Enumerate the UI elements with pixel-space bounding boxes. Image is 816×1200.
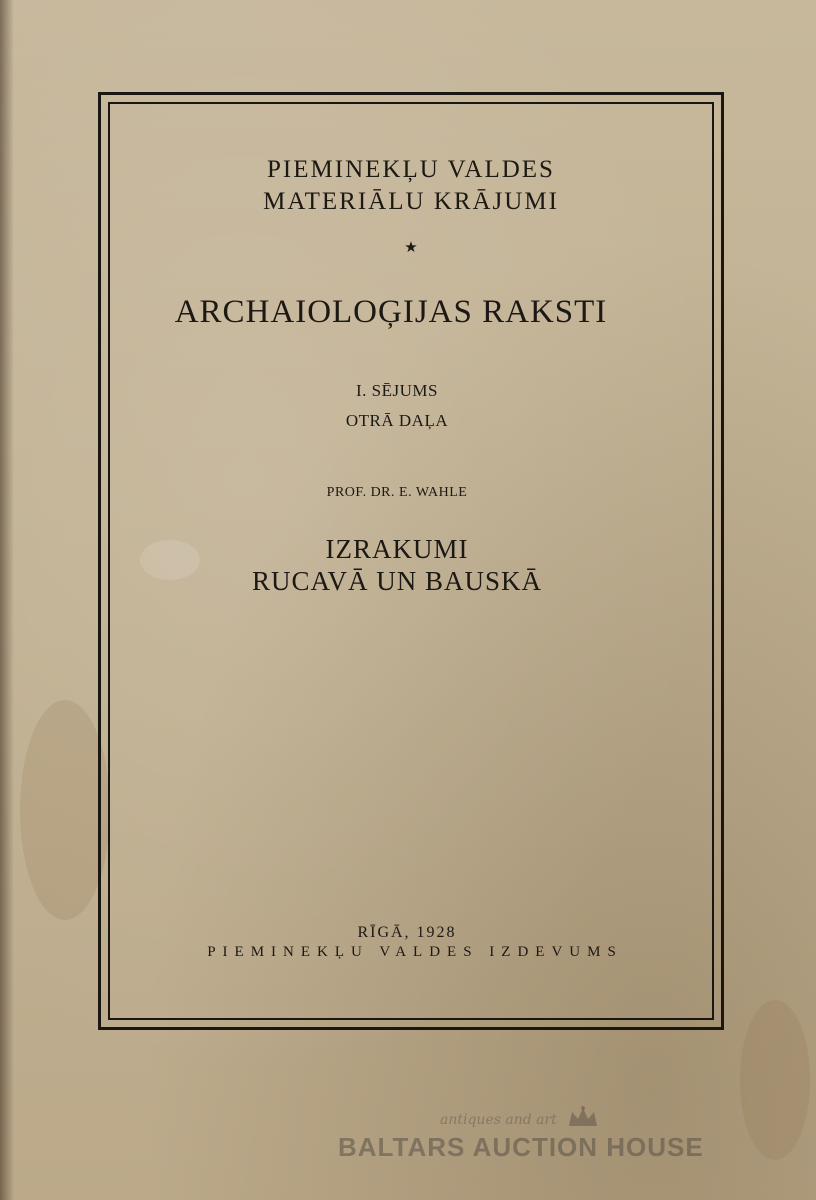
work-title-line-1: IZRAKUMI (325, 534, 469, 564)
crown-icon (566, 1104, 600, 1130)
volume-info (94, 376, 700, 436)
work-title (94, 533, 700, 597)
watermark-tagline: antiques and art (440, 1112, 557, 1128)
series-line-2: MATERIĀLU KRĀJUMI (263, 188, 559, 215)
watermark-logo: BALTARS AUCTION HOUSE (338, 1132, 704, 1162)
place-year: RĪGĀ, 1928 (357, 924, 457, 941)
work-title-line-2: RUCAVĀ UN BAUSKĀ (251, 566, 543, 596)
publisher: PIEMINEKĻU VALDES IZDEVUMS (207, 944, 623, 960)
author-name: PROF. DR. E. WAHLE (326, 485, 468, 500)
series-line-1: PIEMINEKĻU VALDES (267, 156, 555, 183)
star-ornament: ★ (404, 240, 418, 256)
volume-line-2: OTRĀ DAĻA (345, 411, 449, 430)
main-title: ARCHAIOLOĢIJAS RAKSTI (174, 294, 608, 330)
volume-line-1: I. SĒJUMS (356, 381, 438, 400)
series-title (108, 154, 714, 218)
spine-shadow (0, 0, 14, 1200)
paper-stain (20, 700, 110, 920)
paper-stain (740, 1000, 810, 1160)
